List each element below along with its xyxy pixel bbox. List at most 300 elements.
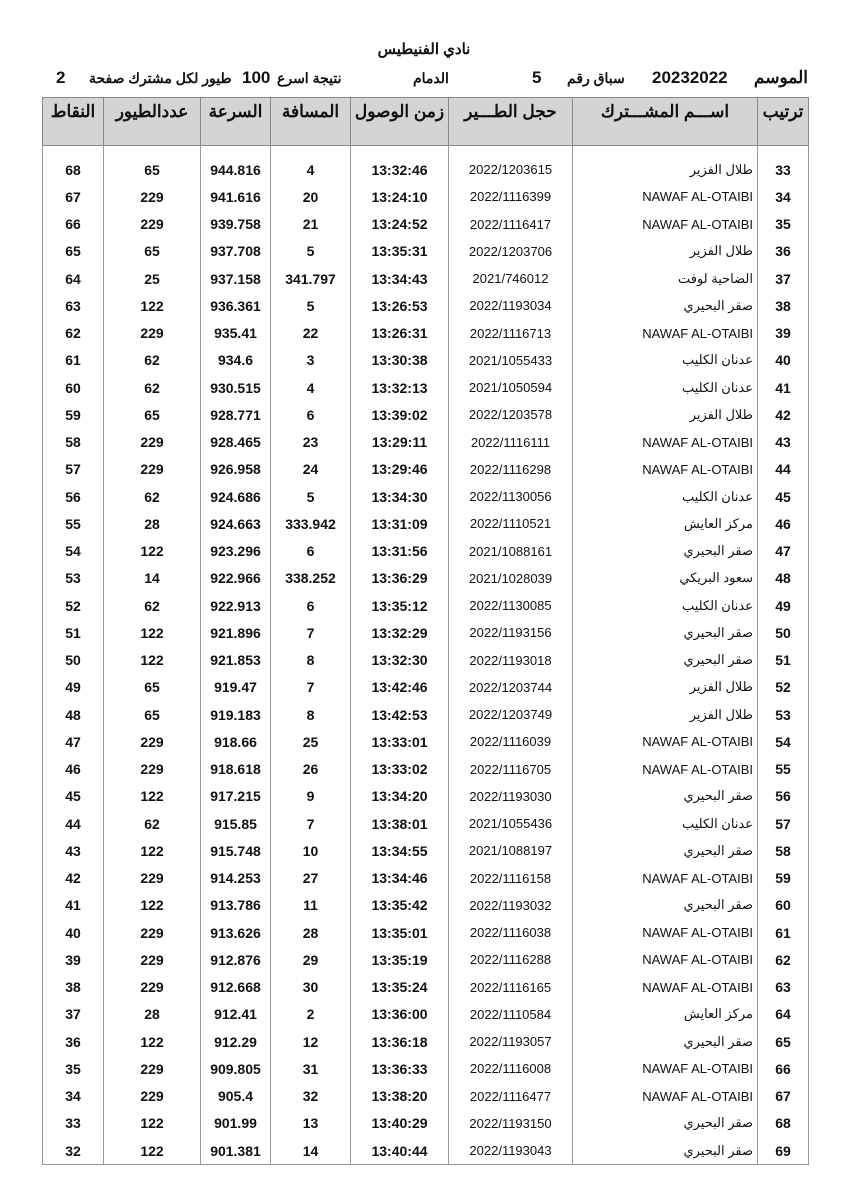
cell-distance: 341.797 <box>271 265 351 292</box>
cell-speed: 914.253 <box>201 865 271 892</box>
cell-arrival-time: 13:36:33 <box>351 1055 449 1082</box>
cell-points: 37 <box>43 1001 104 1028</box>
cell-bird-count: 122 <box>104 1028 201 1055</box>
cell-rank: 60 <box>758 892 809 919</box>
cell-arrival-time: 13:36:29 <box>351 565 449 592</box>
cell-arrival-time: 13:34:46 <box>351 865 449 892</box>
cell-rank: 52 <box>758 674 809 701</box>
season-label: الموسم <box>753 68 808 87</box>
table-row <box>43 183 809 210</box>
cell-distance: 6 <box>271 592 351 619</box>
cell-points: 64 <box>43 265 104 292</box>
cell-arrival-time: 13:35:19 <box>351 946 449 973</box>
cell-ring-number: 2021/1055433 <box>449 347 573 374</box>
cell-ring-number: 2022/1116713 <box>449 320 573 347</box>
cell-bird-count: 28 <box>104 510 201 537</box>
cell-points: 57 <box>43 456 104 483</box>
cell-distance: 9 <box>271 783 351 810</box>
cell-ring-number: 2021/1055436 <box>449 810 573 837</box>
cell-distance: 13 <box>271 1110 351 1137</box>
cell-distance: 22 <box>271 320 351 347</box>
cell-points: 38 <box>43 974 104 1001</box>
cell-ring-number: 2022/1203706 <box>449 238 573 265</box>
cell-arrival-time: 13:31:09 <box>351 510 449 537</box>
cell-participant-name: NAWAF AL-OTAIBI <box>573 456 758 483</box>
cell-arrival-time: 13:42:46 <box>351 674 449 701</box>
race-number: 5 <box>532 68 542 87</box>
cell-rank: 57 <box>758 810 809 837</box>
cell-distance: 338.252 <box>271 565 351 592</box>
table-row <box>43 156 809 183</box>
cell-ring-number: 2022/1203578 <box>449 401 573 428</box>
cell-bird-count: 229 <box>104 429 201 456</box>
cell-points: 49 <box>43 674 104 701</box>
cell-arrival-time: 13:32:13 <box>351 374 449 401</box>
cell-rank: 49 <box>758 592 809 619</box>
table-row <box>43 510 809 537</box>
cell-participant-name: NAWAF AL-OTAIBI <box>573 946 758 973</box>
cell-participant-name: صقر البحيري <box>573 619 758 646</box>
cell-bird-count: 229 <box>104 728 201 755</box>
cell-ring-number: 2021/746012 <box>449 265 573 292</box>
cell-ring-number: 2022/1130085 <box>449 592 573 619</box>
cell-speed: 935.41 <box>201 320 271 347</box>
cell-bird-count: 62 <box>104 374 201 401</box>
table-row <box>43 483 809 510</box>
cell-bird-count: 62 <box>104 810 201 837</box>
cell-ring-number: 2022/1193043 <box>449 1137 573 1165</box>
cell-points: 51 <box>43 619 104 646</box>
cell-bird-count: 65 <box>104 156 201 183</box>
table-row <box>43 1110 809 1137</box>
cell-ring-number: 2022/1116039 <box>449 728 573 755</box>
cell-speed: 928.771 <box>201 401 271 428</box>
location: الدمام <box>413 70 449 86</box>
cell-points: 42 <box>43 865 104 892</box>
table-row <box>43 728 809 755</box>
cell-bird-count: 65 <box>104 401 201 428</box>
cell-speed: 923.296 <box>201 538 271 565</box>
cell-arrival-time: 13:26:31 <box>351 320 449 347</box>
cell-points: 36 <box>43 1028 104 1055</box>
cell-arrival-time: 13:34:30 <box>351 483 449 510</box>
cell-participant-name: مركز العايش <box>573 510 758 537</box>
table-row <box>43 837 809 864</box>
cell-speed: 937.708 <box>201 238 271 265</box>
cell-ring-number: 2021/1050594 <box>449 374 573 401</box>
cell-speed: 913.786 <box>201 892 271 919</box>
cell-rank: 64 <box>758 1001 809 1028</box>
cell-points: 39 <box>43 946 104 973</box>
cell-ring-number: 2022/1116111 <box>449 429 573 456</box>
cell-ring-number: 2022/1116158 <box>449 865 573 892</box>
cell-rank: 65 <box>758 1028 809 1055</box>
cell-rank: 34 <box>758 183 809 210</box>
header-distance: المسافة <box>271 98 351 146</box>
cell-points: 55 <box>43 510 104 537</box>
cell-rank: 66 <box>758 1055 809 1082</box>
table-row <box>43 211 809 238</box>
cell-bird-count: 229 <box>104 756 201 783</box>
cell-rank: 40 <box>758 347 809 374</box>
table-row <box>43 401 809 428</box>
table-row <box>43 783 809 810</box>
cell-arrival-time: 13:30:38 <box>351 347 449 374</box>
cell-ring-number: 2022/1110521 <box>449 510 573 537</box>
cell-arrival-time: 13:32:29 <box>351 619 449 646</box>
cell-speed: 901.381 <box>201 1137 271 1165</box>
cell-participant-name: طلال الفزير <box>573 674 758 701</box>
cell-points: 40 <box>43 919 104 946</box>
table-row <box>43 674 809 701</box>
cell-arrival-time: 13:34:20 <box>351 783 449 810</box>
header-arrival-time: زمن الوصول <box>351 98 449 146</box>
cell-points: 34 <box>43 1083 104 1110</box>
cell-rank: 45 <box>758 483 809 510</box>
cell-bird-count: 122 <box>104 538 201 565</box>
cell-points: 52 <box>43 592 104 619</box>
cell-ring-number: 2021/1088161 <box>449 538 573 565</box>
header-speed: السرعة <box>201 98 271 146</box>
cell-rank: 62 <box>758 946 809 973</box>
cell-bird-count: 25 <box>104 265 201 292</box>
cell-bird-count: 65 <box>104 238 201 265</box>
cell-rank: 58 <box>758 837 809 864</box>
cell-distance: 24 <box>271 456 351 483</box>
cell-points: 62 <box>43 320 104 347</box>
cell-bird-count: 229 <box>104 1083 201 1110</box>
cell-bird-count: 122 <box>104 619 201 646</box>
cell-speed: 922.966 <box>201 565 271 592</box>
cell-speed: 915.85 <box>201 810 271 837</box>
cell-rank: 48 <box>758 565 809 592</box>
cell-distance: 3 <box>271 347 351 374</box>
cell-arrival-time: 13:33:01 <box>351 728 449 755</box>
cell-participant-name: NAWAF AL-OTAIBI <box>573 756 758 783</box>
cell-bird-count: 65 <box>104 674 201 701</box>
cell-speed: 921.896 <box>201 619 271 646</box>
cell-distance: 23 <box>271 429 351 456</box>
cell-speed: 912.668 <box>201 974 271 1001</box>
header-participant-name: اســـم المشـــترك <box>573 98 758 146</box>
cell-distance: 27 <box>271 865 351 892</box>
cell-distance: 5 <box>271 483 351 510</box>
cell-distance: 12 <box>271 1028 351 1055</box>
cell-ring-number: 2022/1116298 <box>449 456 573 483</box>
cell-participant-name: عدنان الكليب <box>573 810 758 837</box>
cell-ring-number: 2022/1203749 <box>449 701 573 728</box>
cell-participant-name: صقر البحيري <box>573 837 758 864</box>
cell-bird-count: 122 <box>104 1137 201 1165</box>
cell-rank: 51 <box>758 647 809 674</box>
table-row <box>43 1083 809 1110</box>
results-table <box>42 97 809 1165</box>
cell-bird-count: 65 <box>104 701 201 728</box>
cell-participant-name: NAWAF AL-OTAIBI <box>573 183 758 210</box>
cell-speed: 913.626 <box>201 919 271 946</box>
cell-rank: 56 <box>758 783 809 810</box>
cell-speed: 944.816 <box>201 156 271 183</box>
cell-rank: 38 <box>758 292 809 319</box>
cell-distance: 4 <box>271 374 351 401</box>
cell-rank: 44 <box>758 456 809 483</box>
cell-ring-number: 2022/1193032 <box>449 892 573 919</box>
cell-ring-number: 2022/1116008 <box>449 1055 573 1082</box>
cell-distance: 333.942 <box>271 510 351 537</box>
cell-rank: 61 <box>758 919 809 946</box>
cell-points: 45 <box>43 783 104 810</box>
cell-rank: 50 <box>758 619 809 646</box>
cell-distance: 29 <box>271 946 351 973</box>
cell-participant-name: صقر البحيري <box>573 538 758 565</box>
cell-arrival-time: 13:35:12 <box>351 592 449 619</box>
cell-ring-number: 2022/1116705 <box>449 756 573 783</box>
table-row <box>43 320 809 347</box>
table-row <box>43 1137 809 1165</box>
cell-arrival-time: 13:24:52 <box>351 211 449 238</box>
cell-speed: 941.616 <box>201 183 271 210</box>
cell-ring-number: 2022/1193057 <box>449 1028 573 1055</box>
cell-speed: 905.4 <box>201 1083 271 1110</box>
table-row <box>43 892 809 919</box>
cell-points: 50 <box>43 647 104 674</box>
header-ring-number: حجل الطـــير <box>449 98 573 146</box>
cell-bird-count: 229 <box>104 183 201 210</box>
cell-participant-name: مركز العايش <box>573 1001 758 1028</box>
cell-participant-name: عدنان الكليب <box>573 347 758 374</box>
table-row <box>43 647 809 674</box>
cell-speed: 937.158 <box>201 265 271 292</box>
cell-points: 44 <box>43 810 104 837</box>
cell-bird-count: 122 <box>104 837 201 864</box>
cell-ring-number: 2022/1193034 <box>449 292 573 319</box>
cell-ring-number: 2021/1028039 <box>449 565 573 592</box>
cell-distance: 8 <box>271 701 351 728</box>
cell-distance: 8 <box>271 647 351 674</box>
cell-rank: 37 <box>758 265 809 292</box>
cell-speed: 924.686 <box>201 483 271 510</box>
cell-rank: 67 <box>758 1083 809 1110</box>
cell-distance: 5 <box>271 292 351 319</box>
cell-speed: 912.29 <box>201 1028 271 1055</box>
cell-speed: 912.41 <box>201 1001 271 1028</box>
cell-arrival-time: 13:38:20 <box>351 1083 449 1110</box>
cell-arrival-time: 13:31:56 <box>351 538 449 565</box>
cell-participant-name: طلال الفزير <box>573 156 758 183</box>
cell-speed: 918.66 <box>201 728 271 755</box>
table-row <box>43 592 809 619</box>
cell-participant-name: صقر البحيري <box>573 1137 758 1165</box>
cell-rank: 69 <box>758 1137 809 1165</box>
cell-speed: 909.805 <box>201 1055 271 1082</box>
cell-ring-number: 2022/1203744 <box>449 674 573 701</box>
table-row <box>43 756 809 783</box>
cell-ring-number: 2022/1193030 <box>449 783 573 810</box>
cell-ring-number: 2021/1088197 <box>449 837 573 864</box>
cell-arrival-time: 13:40:44 <box>351 1137 449 1165</box>
season-value: 20232022 <box>652 68 728 87</box>
cell-ring-number: 2022/1193156 <box>449 619 573 646</box>
cell-points: 67 <box>43 183 104 210</box>
table-row <box>43 347 809 374</box>
table-row <box>43 565 809 592</box>
cell-bird-count: 229 <box>104 919 201 946</box>
cell-bird-count: 28 <box>104 1001 201 1028</box>
cell-speed: 926.958 <box>201 456 271 483</box>
cell-distance: 10 <box>271 837 351 864</box>
cell-distance: 6 <box>271 538 351 565</box>
cell-rank: 47 <box>758 538 809 565</box>
cell-rank: 54 <box>758 728 809 755</box>
cell-participant-name: NAWAF AL-OTAIBI <box>573 974 758 1001</box>
cell-points: 41 <box>43 892 104 919</box>
cell-points: 33 <box>43 1110 104 1137</box>
cell-participant-name: صقر البحيري <box>573 783 758 810</box>
cell-arrival-time: 13:42:53 <box>351 701 449 728</box>
cell-participant-name: سعود البريكي <box>573 565 758 592</box>
cell-points: 46 <box>43 756 104 783</box>
table-row <box>43 701 809 728</box>
cell-participant-name: NAWAF AL-OTAIBI <box>573 1055 758 1082</box>
cell-distance: 11 <box>271 892 351 919</box>
cell-distance: 21 <box>271 211 351 238</box>
cell-bird-count: 229 <box>104 946 201 973</box>
cell-bird-count: 229 <box>104 211 201 238</box>
table-row <box>43 265 809 292</box>
cell-arrival-time: 13:38:01 <box>351 810 449 837</box>
cell-distance: 30 <box>271 974 351 1001</box>
cell-rank: 68 <box>758 1110 809 1137</box>
table-row <box>43 1028 809 1055</box>
cell-rank: 35 <box>758 211 809 238</box>
cell-points: 48 <box>43 701 104 728</box>
cell-speed: 924.663 <box>201 510 271 537</box>
cell-ring-number: 2022/1116417 <box>449 211 573 238</box>
cell-distance: 26 <box>271 756 351 783</box>
cell-ring-number: 2022/1203615 <box>449 156 573 183</box>
cell-ring-number: 2022/1193018 <box>449 647 573 674</box>
cell-participant-name: عدنان الكليب <box>573 592 758 619</box>
cell-points: 68 <box>43 156 104 183</box>
cell-participant-name: NAWAF AL-OTAIBI <box>573 211 758 238</box>
table-row <box>43 238 809 265</box>
cell-arrival-time: 13:35:31 <box>351 238 449 265</box>
cell-speed: 919.47 <box>201 674 271 701</box>
cell-distance: 32 <box>271 1083 351 1110</box>
cell-bird-count: 14 <box>104 565 201 592</box>
cell-points: 58 <box>43 429 104 456</box>
cell-participant-name: صقر البحيري <box>573 647 758 674</box>
cell-distance: 28 <box>271 919 351 946</box>
cell-bird-count: 229 <box>104 974 201 1001</box>
fastest-value: 100 <box>242 68 271 87</box>
cell-participant-name: عدنان الكليب <box>573 374 758 401</box>
cell-points: 59 <box>43 401 104 428</box>
cell-bird-count: 229 <box>104 1055 201 1082</box>
cell-distance: 4 <box>271 156 351 183</box>
cell-bird-count: 229 <box>104 320 201 347</box>
cell-arrival-time: 13:32:30 <box>351 647 449 674</box>
cell-speed: 918.618 <box>201 756 271 783</box>
cell-bird-count: 122 <box>104 292 201 319</box>
cell-bird-count: 122 <box>104 783 201 810</box>
cell-distance: 7 <box>271 619 351 646</box>
cell-bird-count: 122 <box>104 647 201 674</box>
cell-distance: 6 <box>271 401 351 428</box>
cell-distance: 7 <box>271 674 351 701</box>
cell-speed: 917.215 <box>201 783 271 810</box>
cell-participant-name: NAWAF AL-OTAIBI <box>573 1083 758 1110</box>
cell-speed: 930.515 <box>201 374 271 401</box>
cell-bird-count: 62 <box>104 483 201 510</box>
cell-rank: 41 <box>758 374 809 401</box>
cell-participant-name: NAWAF AL-OTAIBI <box>573 429 758 456</box>
cell-points: 60 <box>43 374 104 401</box>
cell-points: 35 <box>43 1055 104 1082</box>
table-row <box>43 919 809 946</box>
cell-speed: 934.6 <box>201 347 271 374</box>
cell-distance: 25 <box>271 728 351 755</box>
cell-rank: 42 <box>758 401 809 428</box>
cell-ring-number: 2022/1116038 <box>449 919 573 946</box>
cell-bird-count: 122 <box>104 1110 201 1137</box>
cell-points: 65 <box>43 238 104 265</box>
cell-participant-name: صقر البحيري <box>573 292 758 319</box>
cell-bird-count: 62 <box>104 347 201 374</box>
cell-participant-name: طلال الفزير <box>573 401 758 428</box>
cell-ring-number: 2022/1193150 <box>449 1110 573 1137</box>
table-row <box>43 538 809 565</box>
cell-arrival-time: 13:35:24 <box>351 974 449 1001</box>
cell-distance: 5 <box>271 238 351 265</box>
cell-rank: 46 <box>758 510 809 537</box>
cell-arrival-time: 13:33:02 <box>351 756 449 783</box>
cell-speed: 919.183 <box>201 701 271 728</box>
cell-ring-number: 2022/1116165 <box>449 974 573 1001</box>
cell-speed: 928.465 <box>201 429 271 456</box>
table-row <box>43 619 809 646</box>
cell-rank: 63 <box>758 974 809 1001</box>
cell-participant-name: NAWAF AL-OTAIBI <box>573 919 758 946</box>
cell-participant-name: الضاحية لوفت <box>573 265 758 292</box>
cell-participant-name: صقر البحيري <box>573 1028 758 1055</box>
header-bird-count: عددالطيور <box>104 98 201 146</box>
cell-points: 54 <box>43 538 104 565</box>
cell-participant-name: صقر البحيري <box>573 892 758 919</box>
cell-participant-name: NAWAF AL-OTAIBI <box>573 865 758 892</box>
race-label: سباق رقم <box>567 70 625 86</box>
cell-ring-number: 2022/1116288 <box>449 946 573 973</box>
cell-participant-name: طلال الفزير <box>573 701 758 728</box>
cell-arrival-time: 13:29:11 <box>351 429 449 456</box>
table-row <box>43 1055 809 1082</box>
cell-arrival-time: 13:29:46 <box>351 456 449 483</box>
cell-rank: 43 <box>758 429 809 456</box>
cell-distance: 20 <box>271 183 351 210</box>
cell-points: 47 <box>43 728 104 755</box>
cell-arrival-time: 13:35:42 <box>351 892 449 919</box>
cell-participant-name: NAWAF AL-OTAIBI <box>573 728 758 755</box>
cell-points: 56 <box>43 483 104 510</box>
club-title: نادي الفنيطيس <box>377 41 471 58</box>
cell-ring-number: 2022/1110584 <box>449 1001 573 1028</box>
cell-ring-number: 2022/1130056 <box>449 483 573 510</box>
cell-speed: 912.876 <box>201 946 271 973</box>
fastest-label: نتيجة اسرع <box>277 70 342 86</box>
cell-points: 66 <box>43 211 104 238</box>
table-row <box>43 456 809 483</box>
cell-rank: 36 <box>758 238 809 265</box>
